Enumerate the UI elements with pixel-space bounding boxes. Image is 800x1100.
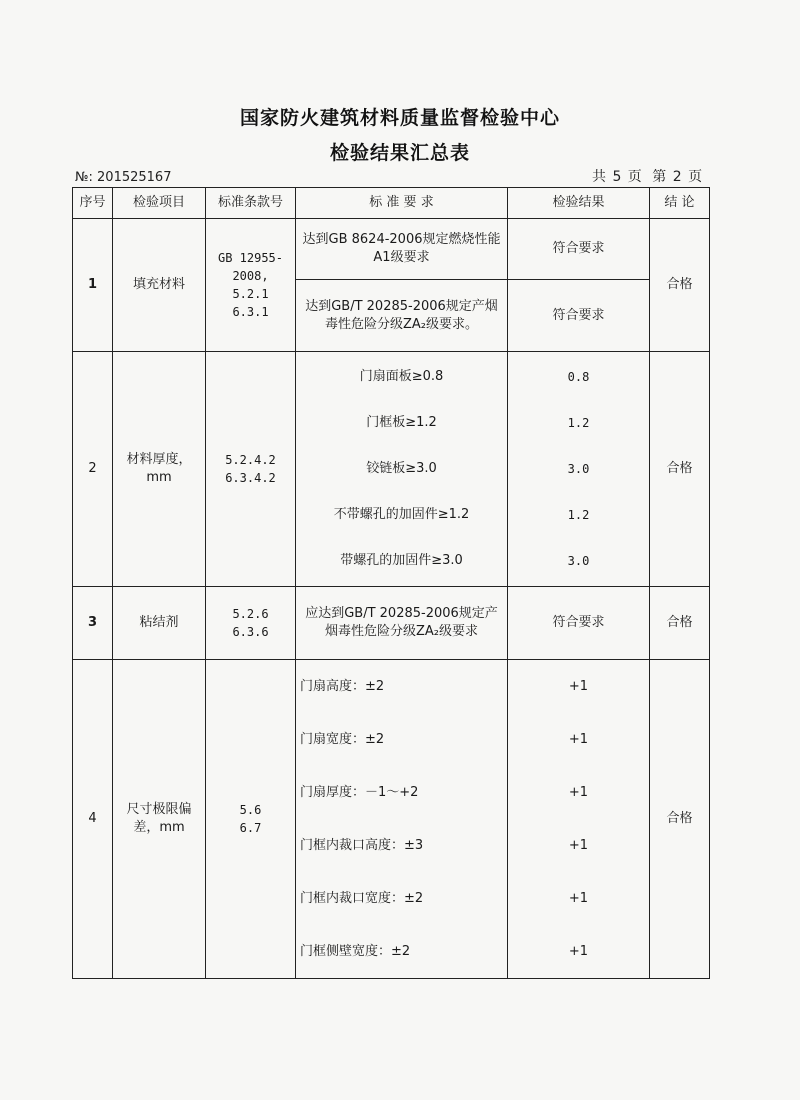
table-row (73, 352, 710, 587)
conclusion-cell: 合格 (650, 352, 710, 587)
row-clause (206, 587, 296, 660)
row-clause (206, 660, 296, 979)
col-header-item: 检验项目 (113, 188, 206, 219)
requirement-line: 门扇高度：±2 (300, 679, 385, 694)
result-line: 3.0 (567, 462, 590, 476)
clause-line: 5.6 (239, 803, 262, 817)
table-header-row (73, 188, 710, 219)
requirement-line: 门扇面板≥0.8 (359, 369, 444, 384)
row-no: 4 (73, 660, 113, 979)
result-line: 1.2 (567, 416, 590, 430)
org-title: 国家防火建筑材料质量监督检验中心 (239, 107, 560, 129)
result-line: +1 (568, 891, 589, 906)
page-indicator (590, 166, 705, 186)
col-header-requirement: 标 准 要 求 (296, 188, 508, 219)
clause-line: 6.3.4.2 (225, 471, 276, 485)
row-item: 填充材料 (113, 219, 206, 352)
result-line: 3.0 (567, 554, 590, 568)
requirement-cell: 达到GB 8624-2006规定燃烧性能A1级要求 (296, 219, 508, 280)
result-cell: 符合要求 (508, 219, 650, 280)
requirement-cell: 应达到GB/T 20285-2006规定产烟毒性危险分级ZA₂级要求 (296, 587, 508, 660)
col-header-no: 序号 (73, 188, 113, 219)
clause-line: 2008, (232, 269, 269, 283)
clause-line: 5.2.6 (232, 607, 269, 621)
conclusion-cell: 合格 (650, 587, 710, 660)
row-clause (206, 219, 296, 352)
requirement-stack (296, 352, 508, 587)
requirement-stack (296, 660, 508, 979)
table-row (73, 219, 710, 280)
requirement-cell: 达到GB/T 20285-2006规定产烟毒性危险分级ZA₂级要求。 (296, 280, 508, 352)
row-no: 3 (73, 587, 113, 660)
result-line: +1 (568, 679, 589, 694)
clause-line: 5.2.1 (232, 287, 269, 301)
result-line: +1 (568, 944, 589, 959)
table-row (73, 587, 710, 660)
clause-line: 5.2.4.2 (225, 453, 276, 467)
requirement-line: 不带螺孔的加固件≥1.2 (333, 507, 470, 522)
requirement-line: 带螺孔的加固件≥3.0 (340, 553, 463, 568)
row-no: 1 (73, 219, 113, 352)
col-header-result: 检验结果 (508, 188, 650, 219)
clause-line: GB 12955- (217, 251, 284, 265)
current-page: 第 2 页 (652, 169, 704, 185)
clause-line: 6.3.1 (232, 305, 269, 319)
requirement-line: 门框侧壁宽度：±2 (300, 944, 411, 959)
row-item: 尺寸极限偏差，mm (113, 660, 206, 979)
result-stack (508, 352, 650, 587)
requirement-line: 门框内裁口高度：±3 (300, 838, 424, 853)
conclusion-cell: 合格 (650, 219, 710, 352)
table-row (73, 660, 710, 979)
row-no: 2 (73, 352, 113, 587)
result-line: +1 (568, 732, 589, 747)
doc-number: №: 201525167 (75, 170, 172, 185)
requirement-line: 门框板≥1.2 (366, 415, 437, 430)
result-stack (508, 660, 650, 979)
row-item: 材料厚度，mm (113, 352, 206, 587)
col-header-clause: 标准条款号 (206, 188, 296, 219)
result-line: +1 (568, 838, 589, 853)
requirement-line: 门扇宽度：±2 (300, 732, 385, 747)
requirement-line: 门扇厚度：－1～+2 (300, 785, 419, 800)
total-pages: 共 5 页 (592, 169, 643, 185)
clause-line: 6.3.6 (232, 625, 269, 639)
result-line: 1.2 (567, 508, 590, 522)
result-cell: 符合要求 (508, 587, 650, 660)
col-header-conclusion: 结 论 (650, 188, 710, 219)
conclusion-cell: 合格 (650, 660, 710, 979)
requirement-line: 门框内裁口宽度：±2 (300, 891, 424, 906)
clause-line: 6.7 (239, 821, 262, 835)
result-line: +1 (568, 785, 589, 800)
result-cell: 符合要求 (508, 280, 650, 352)
results-table (72, 187, 710, 979)
requirement-line: 铰链板≥3.0 (366, 461, 437, 476)
row-clause (206, 352, 296, 587)
row-item: 粘结剂 (113, 587, 206, 660)
result-line: 0.8 (567, 370, 590, 384)
doc-title: 检验结果汇总表 (329, 142, 470, 164)
